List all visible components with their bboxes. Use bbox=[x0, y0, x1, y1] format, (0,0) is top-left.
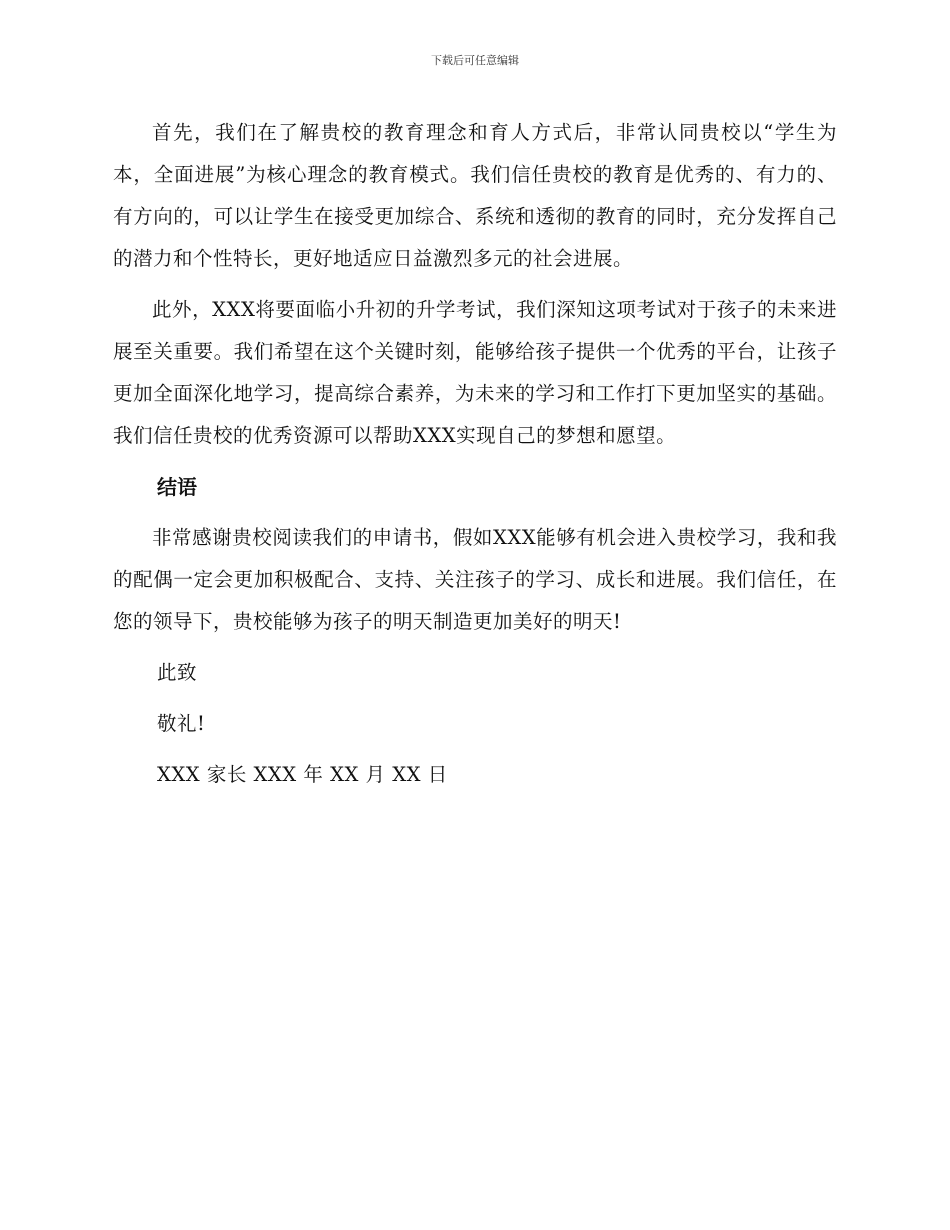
page-header: 下载后可任意编辑 bbox=[431, 54, 519, 67]
document-body bbox=[113, 112, 837, 805]
conclusion-heading: 结语 bbox=[157, 475, 197, 499]
signature-line: XXX 家长 XXX 年 XX 月 XX 日 bbox=[157, 763, 448, 786]
paragraph-education-philosophy: 首先，我们在了解贵校的教育理念和育人方式后，非常认同贵校以“学生为本，全面进展”为核心理念的教育模式。我们信任贵校的教育是优秀的、有力的、有方向的，可以让学生在接受更加综合、系统和透彻的教育的同时，充分发挥自己的潜力和个性特长，更好地适应日益激烈多元的社会进展。 bbox=[113, 121, 837, 270]
paragraph-conclusion: 非常感谢贵校阅读我们的申请书，假如XXX能够有机会进入贵校学习，我和我的配偶一定会更加积极配合、支持、关注孩子的学习、成长和进展。我们信任，在您的领导下，贵校能够为孩子的明天制造更加美好的明天! bbox=[113, 526, 837, 633]
closing-salutation: 此致 bbox=[157, 661, 198, 684]
paragraph-entrance-exam: 此外，XXX将要面临小升初的升学考试，我们深知这项考试对于孩子的未来进展至关重要。我们希望在这个关键时刻，能够给孩子提供一个优秀的平台，让孩子更加全面深化地学习，提高综合素养，为未来的学习和工作打下更加坚实的基础。我们信任贵校的优秀资源可以帮助XXX实现自己的梦想和愿望。 bbox=[113, 298, 837, 447]
closing-regards: 敬礼! bbox=[157, 712, 206, 735]
